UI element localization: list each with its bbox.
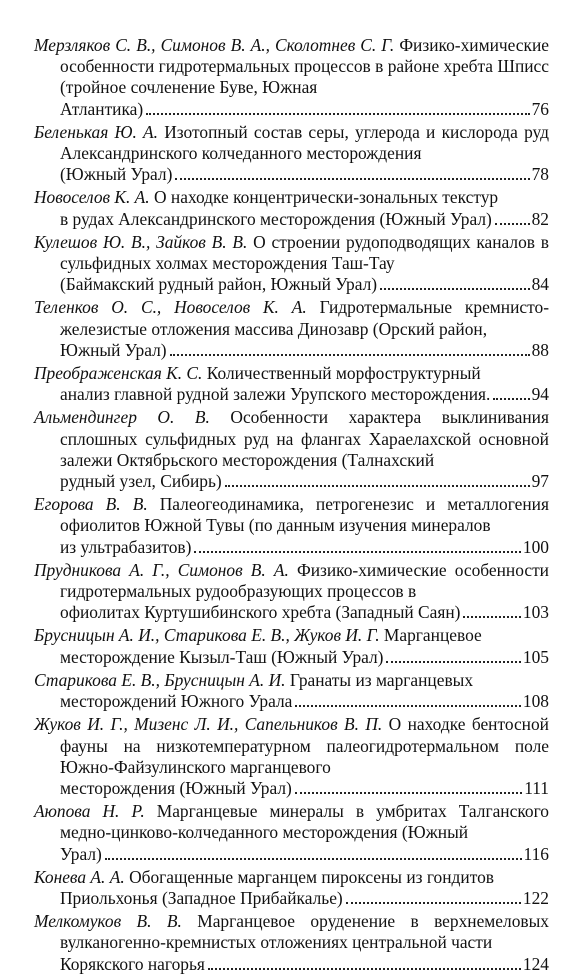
entry-title: Марганцевые минералы в умбритах Талганского медно-цинково-колчеданного месторождения (Южный — [60, 801, 549, 843]
dot-leader — [463, 616, 520, 618]
entry-authors: Прудникова А. Г., Симонов В. А. — [34, 559, 289, 580]
entry-last-line — [34, 471, 549, 492]
dot-leader — [225, 485, 530, 487]
entry-title: Гранаты из марганцевых — [289, 669, 474, 690]
page-number: 97 — [531, 471, 549, 492]
entry-last-line — [34, 954, 549, 975]
dot-leader — [194, 551, 520, 553]
entry-text-block — [34, 625, 549, 646]
entry-authors: Егорова В. В. — [34, 494, 148, 515]
toc-entry — [34, 187, 549, 229]
page-number: 82 — [531, 208, 549, 229]
dot-leader — [170, 354, 530, 356]
entry-title-end: рудный узел, Сибирь) — [60, 471, 222, 492]
toc-entry — [34, 297, 549, 361]
entry-title-end: месторождений Южного Урала — [60, 691, 293, 712]
entry-text-block — [34, 560, 549, 602]
entry-authors: Альмендингер О. В. — [34, 407, 210, 428]
entry-last-line — [34, 209, 549, 230]
entry-text-block — [34, 714, 549, 778]
page-number: 100 — [522, 536, 549, 557]
entry-text-block — [34, 363, 549, 384]
entry-text-block — [34, 670, 549, 691]
entry-authors: Аюпова Н. Р. — [34, 801, 145, 822]
entry-title-end: Атлантика) — [60, 98, 144, 119]
dot-leader — [295, 705, 521, 707]
toc-entry — [34, 122, 549, 186]
page-number: 116 — [523, 843, 549, 864]
toc-entry — [34, 363, 549, 405]
entry-authors: Конева А. А. — [34, 866, 125, 887]
entry-title: О строении рудоподводящих каналов в сульфидных холмах месторождения Таш-Тау — [60, 231, 549, 274]
dot-leader — [346, 902, 521, 904]
toc-entry — [34, 232, 549, 296]
page-number: 108 — [522, 691, 549, 712]
entry-text-block — [34, 232, 549, 274]
dot-leader — [380, 288, 530, 290]
entry-title-end: Южный Урал) — [60, 339, 167, 360]
entry-last-line — [34, 888, 549, 909]
page-number: 124 — [522, 953, 549, 974]
entry-text-block — [34, 911, 549, 953]
entry-title: Обогащенные марганцем пироксены из гондитов — [129, 866, 494, 887]
entry-last-line — [34, 778, 549, 799]
dot-leader — [208, 968, 521, 970]
page-number: 122 — [522, 887, 549, 908]
entry-title-end: (Южный Урал) — [60, 164, 173, 185]
entry-title: Количественный морфоструктурный — [206, 363, 481, 384]
toc-entry — [34, 625, 549, 667]
entry-title-end: Урал) — [60, 843, 102, 864]
toc-entry — [34, 407, 549, 492]
page-number: 84 — [531, 274, 549, 295]
entry-last-line — [34, 274, 549, 295]
entry-last-line — [34, 99, 549, 120]
entry-title-end: из ультрабазитов) — [60, 536, 192, 557]
entry-authors: Мерзляков С. В., Симонов В. А., Сколотнев С. Г. — [34, 35, 395, 55]
entry-last-line — [34, 691, 549, 712]
entry-title: Палеогеодинамика, петрогенезис и металлогения офиолитов Южной Тувы (по данным изучения минералов — [60, 494, 549, 536]
entry-last-line — [34, 844, 549, 865]
dot-leader — [175, 178, 529, 180]
toc-entry — [34, 494, 549, 558]
entry-last-line — [34, 537, 549, 558]
entry-title-end: Приольхонья (Западное Прибайкалье) — [60, 887, 343, 908]
entry-text-block — [34, 297, 549, 339]
page-number: 105 — [522, 646, 549, 667]
toc-entry — [34, 867, 549, 909]
page-number: 76 — [531, 98, 549, 119]
entry-title-end: Корякского нагорья — [60, 953, 205, 974]
entry-title-end: офиолитах Куртушибинского хребта (Западный Саян) — [60, 602, 461, 623]
dot-leader — [146, 113, 529, 115]
toc-entry — [34, 35, 549, 120]
dot-leader — [495, 223, 530, 225]
entry-last-line — [34, 164, 549, 185]
entry-authors: Жуков И. Г., Мизенс Л. И., Сапельников В. П. — [34, 714, 383, 735]
toc-entry — [34, 911, 549, 975]
entry-title-end: в рудах Александринского месторождения (Южный Урал) — [60, 208, 492, 229]
entry-title: Особенности характера выклинивания сплошных сульфидных руд на флангах Хараелахской основной залежи Октябрьского месторождения (Талнахский — [60, 407, 549, 470]
entry-title: Марганцевое — [383, 625, 482, 646]
entry-title: О находке бентосной фауны на низкотемпературном палеогидротермальном поле Южно-Файзулинского марганцевого — [60, 714, 549, 777]
dot-leader — [493, 398, 529, 400]
entry-authors: Новоселов К. А. — [34, 187, 150, 208]
dot-leader — [295, 792, 522, 794]
entry-text-block — [34, 122, 549, 164]
entry-authors: Кулешов Ю. В., Зайков В. В. — [34, 231, 248, 252]
entry-title: Марганцевое оруденение в верхнемеловых вулканогенно-кремнистых отложениях центральной части — [60, 911, 549, 953]
page-number: 111 — [524, 777, 549, 798]
entry-authors: Беленькая Ю. А. — [34, 121, 159, 142]
entry-text-block — [34, 867, 549, 888]
entry-authors: Мелкомуков В. В. — [34, 911, 182, 932]
entry-text-block — [34, 801, 549, 843]
toc-entry — [34, 560, 549, 624]
entry-title: Гидротермальные кремнисто-железистые отложения массива Динозавр (Орский район, — [60, 297, 549, 339]
entry-title: Изотопный состав серы, углерода и кислорода руд Александринского колчеданного месторождения — [60, 121, 550, 164]
entry-title-end: анализ главной рудной залежи Урупского месторождения. — [60, 384, 491, 405]
entry-title-end: месторождения (Южный Урал) — [60, 777, 292, 798]
page-number: 88 — [531, 339, 549, 360]
entry-last-line — [34, 384, 549, 405]
dot-leader — [105, 858, 522, 860]
entry-title: О находке концентрически-зональных текстур — [154, 187, 499, 208]
entry-last-line — [34, 340, 549, 361]
entry-text-block — [34, 494, 549, 536]
entry-text-block — [34, 35, 549, 99]
entry-text-block — [34, 187, 549, 208]
toc-entry — [34, 714, 549, 799]
toc-entry — [34, 670, 549, 712]
entry-title: Физико-химические особенности гидротермальных процессов в районе хребта Шписс (тройное сочленение Буве, Южная — [60, 35, 549, 98]
dot-leader — [386, 661, 520, 663]
page-number: 78 — [531, 164, 549, 185]
entry-last-line — [34, 647, 549, 668]
entry-authors: Брусницын А. И., Старикова Е. В., Жуков И. Г. — [34, 625, 380, 646]
entry-title-end: месторождение Кызыл-Таш (Южный Урал) — [60, 646, 384, 667]
entry-authors: Преображенская К. С. — [34, 363, 203, 384]
entry-text-block — [34, 407, 549, 471]
toc-entry — [34, 801, 549, 865]
entry-last-line — [34, 602, 549, 623]
entry-title: Физико-химические особенности гидротермальных рудообразующих процессов в — [60, 559, 549, 602]
entry-title-end: (Баймакский рудный район, Южный Урал) — [60, 274, 378, 295]
page-number: 103 — [522, 602, 549, 623]
entry-authors: Старикова Е. В., Брусницын А. И. — [34, 669, 286, 690]
entry-authors: Теленков О. С., Новоселов К. А. — [34, 297, 307, 318]
page-number: 94 — [531, 384, 549, 405]
